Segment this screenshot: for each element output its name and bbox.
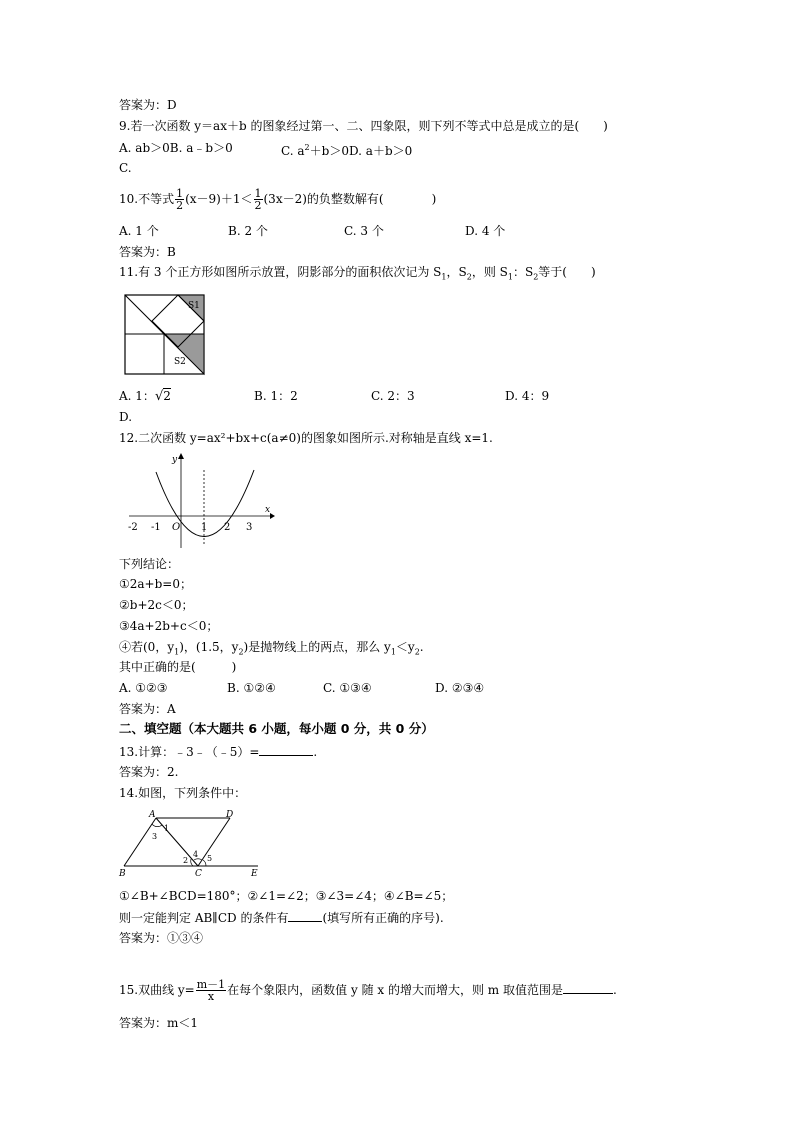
squares-figure [124,294,206,376]
y-label: y [172,455,178,465]
q12-option-c: C. ①③④ [323,681,372,695]
blank-13 [259,743,313,756]
fraction-half-1: $\frac{1}{2}$ [176,187,184,212]
conclusion-2: ②b+2c＜0； [119,598,194,612]
question-9: 9.若一次函数 y＝ax＋b 的图象经过第一、二、四象限，则下列不等式中总是成立的是( ) [119,119,608,133]
question-14: 14.如图，下列条件中： [119,786,247,800]
question-14-judge: 则一定能判定 AB∥CD 的条件有 (填写所有正确的序号). [119,911,444,925]
label-b: B [119,869,126,879]
angle-4: 4 [193,850,199,859]
answer-14: 答案为：①③④ [119,931,204,945]
conclusion-3: ③4a+2b+c＜0； [119,619,219,633]
tick-minus2: -2 [128,522,138,533]
shaded-s2 [164,334,204,374]
angle-2: 2 [183,856,189,865]
question-10: 10.不等式 $\frac{1}{2}$ (x－9)＋1＜ $\frac{1}{2}$ (3x－2)的负整数解有( ) [119,187,437,212]
option-b: B. a﹣b＞0 [169,141,233,155]
question-12: 12.二次函数 y=ax²+bx+c(a≠0)的图象如图所示.对称轴是直线 x=1. [119,431,493,445]
tick-1: 1 [201,522,208,533]
q10-option-a: A. 1 个 [119,224,159,238]
question-13: 13.计算：﹣3﹣（﹣5）= . [119,745,318,759]
question-11: 11.有 3 个正方形如图所示放置，阴影部分的面积依次记为 $S_1$，$S_2$，则 $S_1$：$S_2$等于( ) [119,265,596,282]
q12-option-a: A. ①②③ [119,681,168,695]
label-d: D [226,810,234,820]
line-ab [124,818,156,866]
question-9-choice-line: C. [119,161,132,175]
answer-8: 答案为：D [119,98,177,112]
tick-3: 3 [246,522,253,533]
q10-option-d: D. 4 个 [465,224,506,238]
answer-15: 答案为：m＜1 [119,1016,199,1030]
origin-label: O [172,522,181,533]
angle-5: 5 [207,854,213,863]
label-a: A [149,810,156,820]
conclusion-1: ①2a+b=0； [119,577,192,591]
label-s2: S2 [174,357,186,367]
question-9-options-cd: C. $a^2+b>0D$. a＋b＞0 [281,143,413,158]
conclusion-4: ④若(0，$y_1$)，(1.5，$y_2$)是抛物线上的两点，那么 $y_1<y_2$. [119,640,424,657]
q11-option-b: B. 1：2 [254,389,298,403]
option-a: A. ab＞0 [119,141,170,155]
answer-12: 答案为：A [119,702,176,716]
q10-option-c: C. 3 个 [344,224,384,238]
blank-14 [288,909,322,922]
label-e: E [251,869,258,879]
fraction-half-2: $\frac{1}{2}$ [254,187,262,212]
angle-1: 1 [164,824,170,833]
angle-3: 3 [152,832,158,841]
label-s1: S1 [188,301,200,311]
question-9-options-ab [119,140,233,156]
x-label: x [265,505,271,515]
q11-option-d: D. 4：9 [505,389,550,403]
question-15: 15.双曲线 y= $\frac{m-1}{x}$ 在每个象限内，函数值 y 随 x 的增大而增大，则 m 取值范围是 . [119,978,617,1003]
answer-10: 答案为：B [119,245,176,259]
answer-13: 答案为：2. [119,765,179,779]
tick-2: 2 [224,522,231,533]
q11-option-c: C. 2：3 [371,389,415,403]
label-c: C [195,869,202,879]
conclusions-lead: 下列结论： [119,557,180,571]
section-heading-fill-blank: 二、填空题（本大题共 6 小题，每小题 0 分，共 0 分） [119,721,434,736]
line-dc [198,818,230,866]
parallelogram-figure [118,808,266,880]
q11-option-a: A. 1：√2 [119,389,171,404]
question-14-conditions: ①∠B+∠BCD=180°；②∠1=∠2；③∠3=∠4；④∠B=∠5； [119,889,454,903]
q12-option-b: B. ①②④ [227,681,276,695]
tick-minus1: -1 [151,522,161,533]
q12-option-d: D. ②③④ [435,681,485,695]
question-12-ask: 其中正确的是( ) [119,660,237,674]
option-d: D. a＋b＞0 [348,144,413,158]
line-ac [156,818,198,866]
fraction-m-minus-1-over-x: $\frac{m-1}{x}$ [196,978,226,1003]
parabola-graph [124,452,276,552]
question-11-choice-line: D. [119,410,133,424]
option-c: C. a [281,144,305,158]
blank-15 [563,981,613,994]
q10-option-b: B. 2 个 [228,224,268,238]
